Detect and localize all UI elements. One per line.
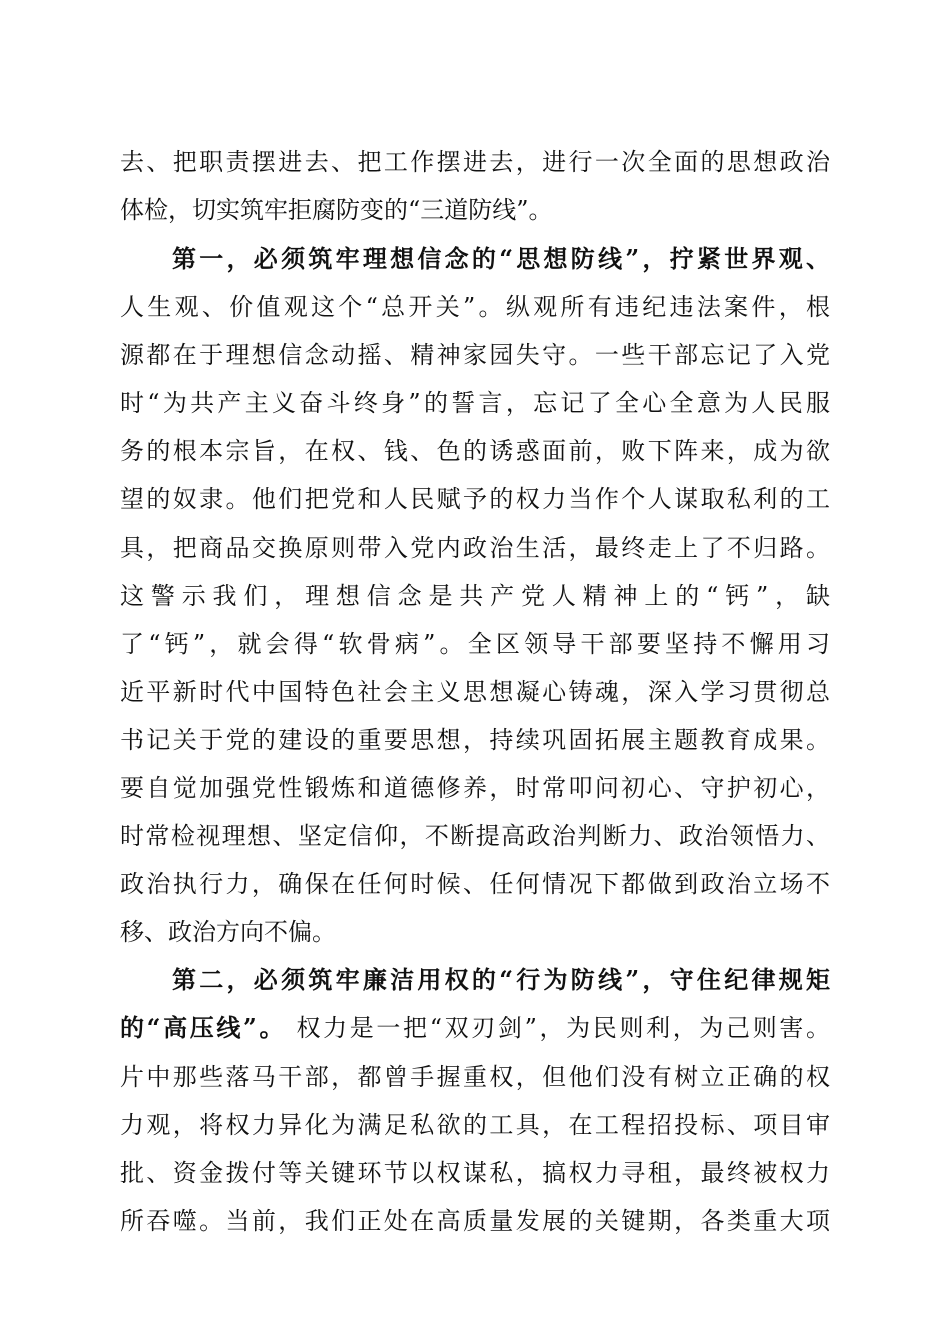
text-line: 批、资金拨付等关键环节以权谋私，搞权力寻租，最终被权力 <box>120 1159 830 1187</box>
text-line: 移、政治方向不偏。 <box>120 918 336 946</box>
text-line: 体检，切实筑牢拒腐防变的“三道防线”。 <box>120 196 553 224</box>
text-line: 望的奴隶。他们把党和人民赋予的权力当作个人谋取私利的工 <box>120 485 830 513</box>
heading-line: 第二，必须筑牢廉洁用权的“行为防线”，守住纪律规矩 <box>172 965 830 994</box>
text-line: 所吞噬。当前，我们正处在高质量发展的关键期，各类重大项 <box>120 1207 830 1235</box>
text-line: 去、把职责摆进去、把工作摆进去，进行一次全面的思想政治 <box>120 148 830 176</box>
text-line: 近平新时代中国特色社会主义思想凝心铸魂，深入学习贯彻总 <box>120 678 830 706</box>
text-line: 片中那些落马干部，都曾手握重权，但他们没有树立正确的权 <box>120 1063 830 1091</box>
text-line: 要自觉加强党性锻炼和道德修养，时常叩问初心、守护初心， <box>120 774 830 802</box>
text-line: 了“钙”，就会得“软骨病”。全区领导干部要坚持不懈用习 <box>120 630 830 658</box>
text-line: 力观，将权力异化为满足私欲的工具，在工程招投标、项目审 <box>120 1111 830 1139</box>
text-line: 书记关于党的建设的重要思想，持续巩固拓展主题教育成果。 <box>120 726 830 754</box>
heading-line-end: 的“高压线”。 <box>120 1013 287 1042</box>
text-line: 政治执行力，确保在任何时候、任何情况下都做到政治立场不 <box>120 870 830 898</box>
text-line: 源都在于理想信念动摇、精神家园失守。一些干部忘记了入党 <box>120 341 830 369</box>
text-line: 具，把商品交换原则带入党内政治生活，最终走上了不归路。 <box>120 534 830 562</box>
text-line: 这警示我们，理想信念是共产党人精神上的“钙”，缺 <box>120 582 830 610</box>
heading-line: 第一，必须筑牢理想信念的“思想防线”，拧紧世界观、 <box>172 244 830 273</box>
text-line: 人生观、价值观这个“总开关”。纵观所有违纪违法案件，根 <box>120 293 830 321</box>
text-line: 时常检视理想、坚定信仰，不断提高政治判断力、政治领悟力、 <box>120 822 830 850</box>
text-line <box>120 1004 830 1052</box>
text-segment: 权力是一把“双刃剑”，为民则利，为己则害。 <box>296 1014 830 1042</box>
text-line: 务的根本宗旨，在权、钱、色的诱惑面前，败下阵来，成为欲 <box>120 437 830 465</box>
text-line: 时“为共产主义奋斗终身”的誓言，忘记了全心全意为人民服 <box>120 389 830 417</box>
